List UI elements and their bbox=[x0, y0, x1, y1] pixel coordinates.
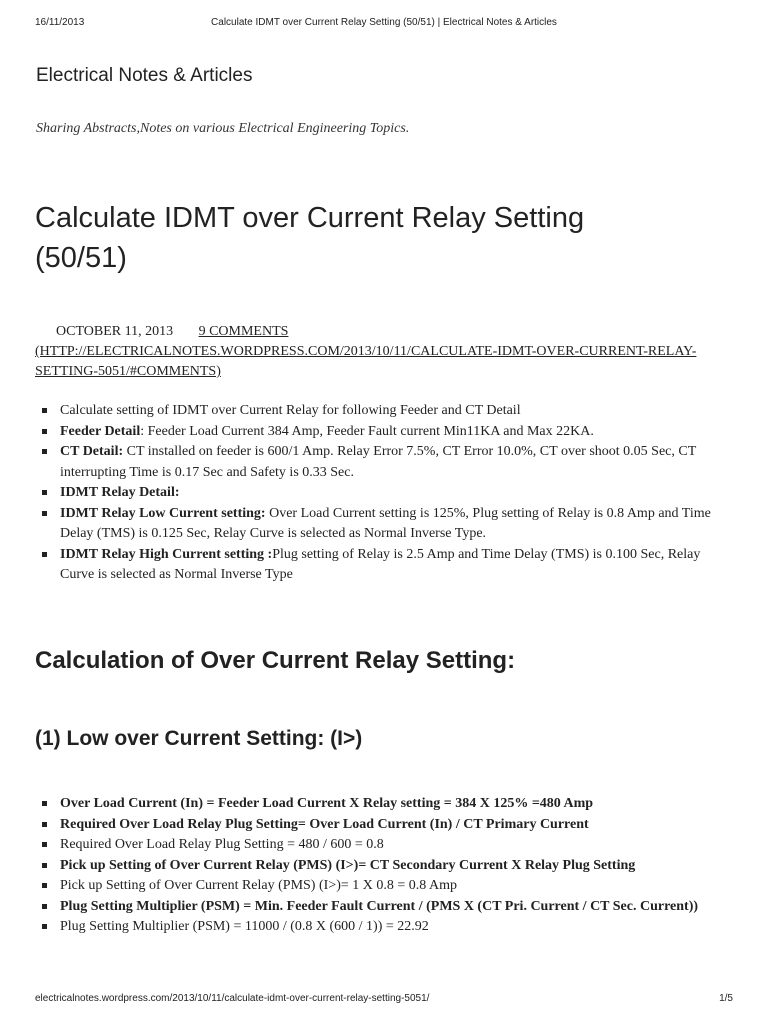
list-item bbox=[36, 917, 726, 938]
post-title: Calculate IDMT over Current Relay Setting (50/51) bbox=[35, 202, 585, 274]
step-text: Pick up Setting of Over Current Relay (PMS) (I>)= 1 X 0.8 = 0.8 Amp bbox=[60, 878, 457, 893]
step-text: Over Load Current (In) = Feeder Load Current X Relay setting = 384 X 125% =480 Amp bbox=[60, 796, 594, 811]
item-text: : Feeder Load Current 384 Amp, Feeder Fault current Min11KA and Max 22KA. bbox=[140, 423, 594, 439]
print-header bbox=[35, 17, 733, 31]
calculation-steps-list bbox=[36, 794, 726, 938]
item-label: IDMT Relay Low Current setting: bbox=[60, 505, 266, 521]
low-setting-heading: (1) Low over Current Setting: (I>) bbox=[35, 727, 363, 750]
list-item bbox=[36, 545, 726, 586]
list-item bbox=[36, 483, 726, 504]
item-label: IDMT Relay Detail: bbox=[60, 485, 180, 500]
print-footer bbox=[35, 993, 733, 1007]
page-number: 1/5 bbox=[719, 993, 733, 1004]
print-document-title: Calculate IDMT over Current Relay Setting (50/51) | Electrical Notes & Articles bbox=[211, 17, 557, 28]
list-item bbox=[36, 422, 726, 443]
post-meta bbox=[35, 322, 725, 382]
list-item bbox=[36, 794, 726, 815]
item-label: Feeder Detail bbox=[60, 423, 141, 439]
list-item bbox=[36, 815, 726, 836]
site-title-link[interactable]: Electrical Notes & Articles bbox=[36, 65, 253, 86]
list-item bbox=[36, 856, 726, 877]
site-tagline: Sharing Abstracts,Notes on various Electrical Engineering Topics. bbox=[36, 121, 410, 136]
step-text: Pick up Setting of Over Current Relay (PMS) (I>)= CT Secondary Current X Relay Plug Setting bbox=[60, 857, 636, 873]
list-item bbox=[36, 835, 726, 856]
item-text: Plug setting of Relay is 2.5 Amp and Time Delay (TMS) is 0.100 Sec, Relay Curve is selected as Normal Inverse Type bbox=[60, 546, 701, 582]
step-text: Plug Setting Multiplier (PSM) = Min. Feeder Fault Current / (PMS X (CT Pri. Current / CT Sec. Current)) bbox=[60, 898, 699, 914]
step-text: Required Over Load Relay Plug Setting= Over Load Current (In) / CT Primary Current bbox=[60, 816, 589, 832]
item-text: Over Load Current setting is 125%, Plug setting of Relay is 0.8 Amp and Time Delay (TMS) is 0.125 Sec, Relay Curve is selected as Normal Inverse Type. bbox=[60, 505, 711, 541]
calculation-heading: Calculation of Over Current Relay Setting: bbox=[35, 647, 516, 674]
comments-link[interactable]: 9 COMMENTS bbox=[198, 324, 289, 339]
step-text: Required Over Load Relay Plug Setting = 480 / 600 = 0.8 bbox=[60, 837, 384, 852]
step-text: Plug Setting Multiplier (PSM) = 11000 / (0.8 X (600 / 1)) = 22.92 bbox=[60, 919, 429, 934]
post-date: OCTOBER 11, 2013 bbox=[56, 324, 174, 339]
feeder-details-list bbox=[36, 401, 726, 586]
item-text: Calculate setting of IDMT over Current Relay for following Feeder and CT Detail bbox=[60, 403, 521, 418]
print-date: 16/11/2013 bbox=[35, 17, 85, 28]
item-label: CT Detail: bbox=[60, 444, 124, 459]
item-label: IDMT Relay High Current setting : bbox=[60, 546, 273, 562]
print-url: electricalnotes.wordpress.com/2013/10/11/calculate-idmt-over-current-relay-setting-5051/ bbox=[35, 993, 430, 1004]
list-item bbox=[36, 442, 726, 483]
list-item bbox=[36, 876, 726, 897]
list-item bbox=[36, 897, 726, 918]
item-text: CT installed on feeder is 600/1 Amp. Relay Error 7.5%, CT Error 10.0%, CT over shoot 0.05 Sec, CT interrupting Time is 0.17 Sec and Safety is 0.33 Sec. bbox=[60, 444, 697, 480]
comments-url-link[interactable]: (HTTP://ELECTRICALNOTES.WORDPRESS.COM/2013/10/11/CALCULATE-IDMT-OVER-CURRENT-RELAY-SETTING-5051/#COMMENTS) bbox=[35, 344, 697, 379]
list-item bbox=[36, 401, 726, 422]
list-item bbox=[36, 504, 726, 545]
